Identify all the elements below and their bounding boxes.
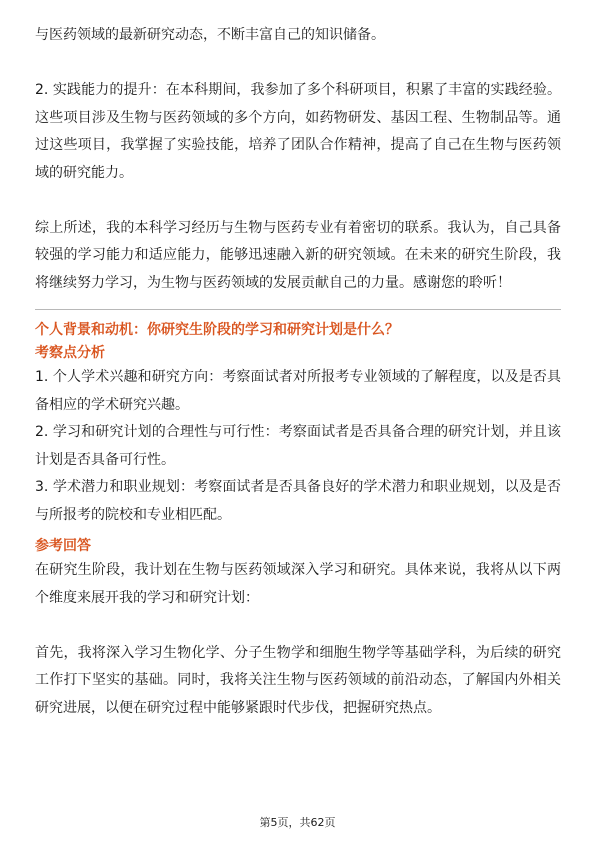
analysis-point-1: 1. 个人学术兴趣和研究方向：考察面试者对所报考专业领域的了解程度，以及是否具备相应的学术研究兴趣。 [35, 369, 561, 413]
continued-paragraph: 与医药领域的最新研究动态，不断丰富自己的知识储备。 [35, 27, 385, 43]
answer-intro: 在研究生阶段，我计划在生物与医药领域深入学习和研究。具体来说，我将从以下两个维度来展开我的学习和研究计划： [35, 562, 561, 606]
analysis-point-2: 2. 学习和研究计划的合理性与可行性：考察面试者是否具备合理的研究计划，并且该计划是否具备可行性。 [35, 424, 561, 468]
answer-first-paragraph: 首先，我将深入学习生物化学、分子生物学和细胞生物学等基础学科，为后续的研究工作打下坚实的基础。同时，我将关注生物与医药领域的前沿动态，了解国内外相关研究进展，以便在研究过程中能够紧跟时代步伐，把握研究热点。 [35, 644, 561, 716]
answer-heading: 参考回答 [35, 538, 91, 554]
conclusion-paragraph: 综上所述，我的本科学习经历与生物与医药专业有着密切的联系。我认为，自己具备较强的学习能力和适应能力，能够迅速融入新的研究领域。在未来的研究生阶段，我将继续努力学习，为生物与医药领域的发展贡献自己的力量。感谢您的聆听！ [35, 219, 561, 291]
question-title: 个人背景和动机：你研究生阶段的学习和研究计划是什么？ [35, 322, 399, 338]
document-page [35, 0, 561, 722]
page-number: 第5页，共62页 [259, 816, 336, 829]
analysis-heading: 考察点分析 [35, 345, 105, 361]
practice-paragraph: 2. 实践能力的提升：在本科期间，我参加了多个科研项目，积累了丰富的实践经验。这些项目涉及生物与医药领域的多个方向，如药物研发、基因工程、生物制品等。通过这些项目，我掌握了实验技能，培养了团队合作精神，提高了自己在生物与医药领域的研究能力。 [35, 82, 561, 181]
section-divider [35, 309, 561, 310]
analysis-point-3: 3. 学术潜力和职业规划：考察面试者是否具备良好的学术潜力和职业规划，以及是否与所报考的院校和专业相匹配。 [35, 479, 561, 523]
